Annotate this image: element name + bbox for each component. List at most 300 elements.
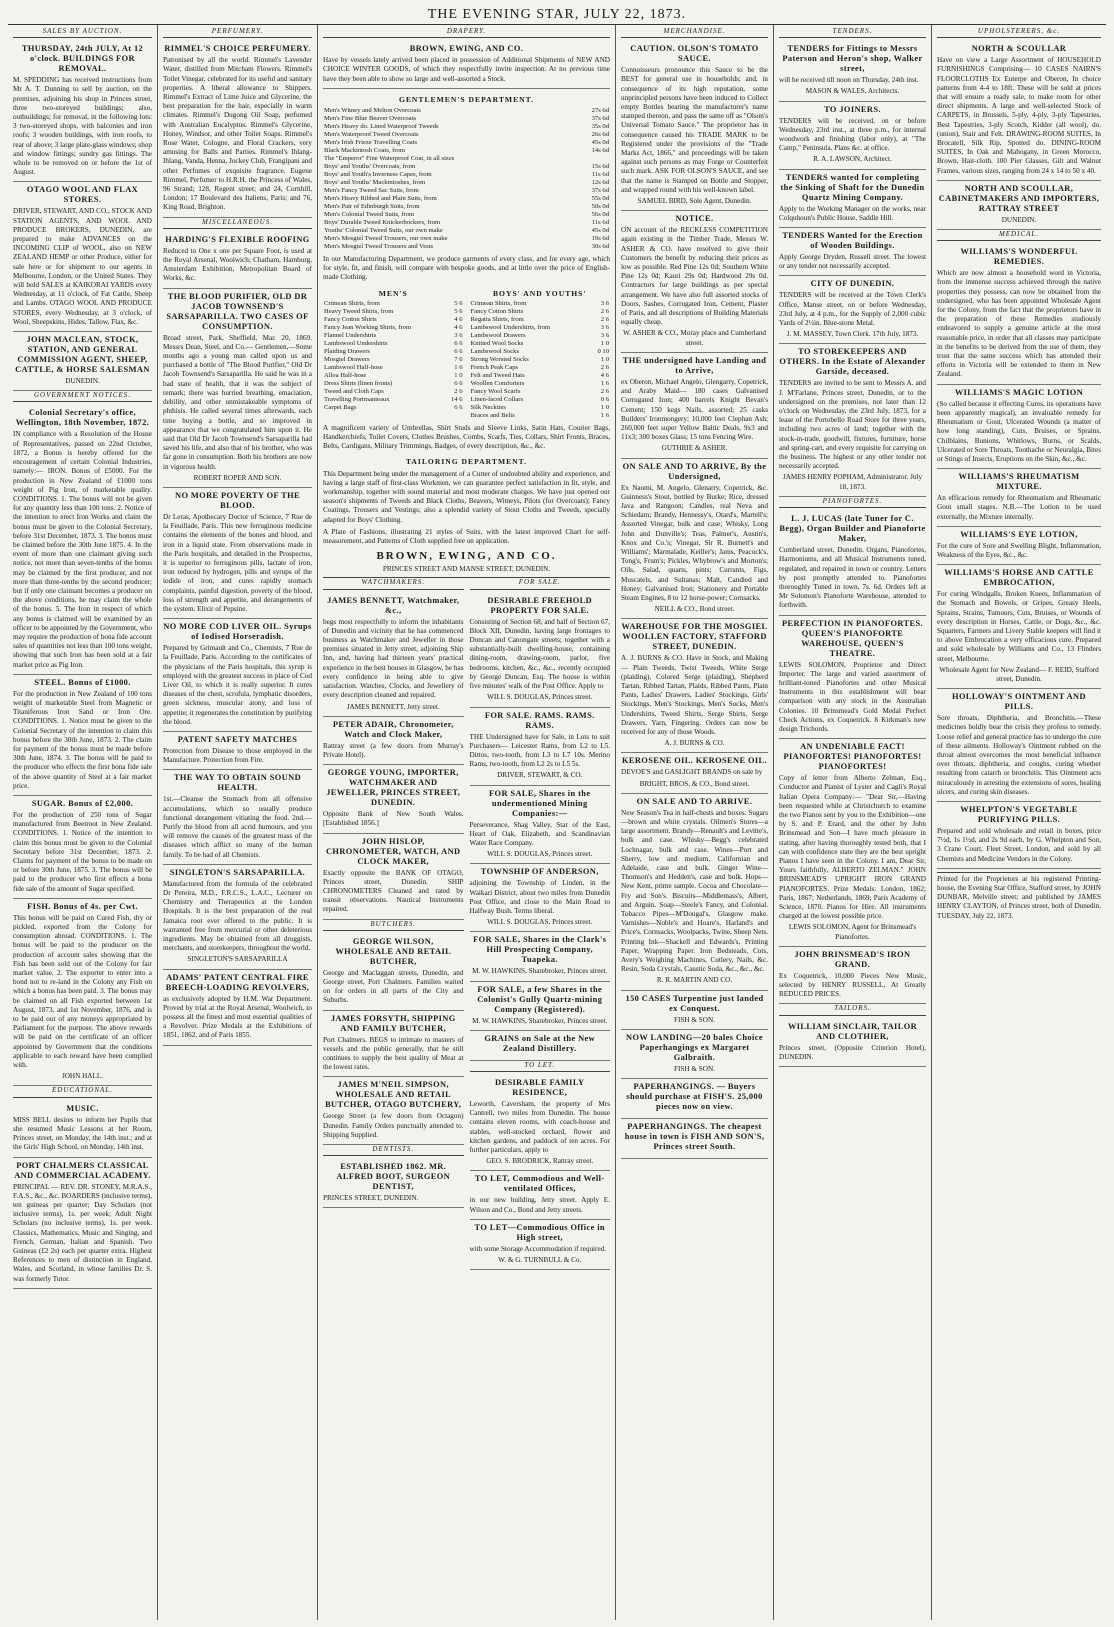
section-heading: PIANOFORTES. [779, 497, 926, 508]
advertisement [621, 1030, 768, 1079]
section-heading: DENTISTS. [323, 1145, 464, 1156]
ad-body: This bonus will be paid on Cured Fish, dry or pickled, exported from the Colony for consumption abroad. CONDITIONS. 1. The bonus will be paid to the producer on the production of account sales showing that the Fish has been sold out of the Colony for fair market value. 2. The exporter to enter into a bond not to re-land in the Colony any Fish on which a bonus has been paid. 3. The bonus may be claimed on all Fish exported between 1st August, 1873, and 1st November, 1876, and is to be paid out of any moneys appropriated by Parliament for the purpose. The above rewards will be paid on the certificate of an officer appointed by Government that the conditions applicable to each reward have been complied with. [13, 913, 152, 1070]
price-value: 4 6 [600, 371, 609, 379]
ad-body: Have on view a Large Assortment of HOUSEHOLD FURNISHINGS Comprising— 10 CASES NAIRN'S FLOORCLOTHS Ex Euterpe and Oberon, In choice patterns from 4-4 to 18ft. These will be sold at prices that will ensure a ready sale, to make room for other direct shipments. A large and well-selected Stock of CARPETS, in Brussels, 5-ply, 4-ply, 3-ply Tapestries, Best Tapestries, 3-ply Scotch, Kidder (all wool), do. (union), Stair and Felt. DRAWING-ROOM SUITES, In Brocatell, Silk Rip, Spotted do. DINING-ROOM SUITES, In Oak and Mahogany, in Green Morocco, Brown, Hair-cloth. 100 Pier Glasses, Gilt and Walnut Frames, various sizes, ranging from 24 x 14 to 50 x 40. [937, 56, 1101, 175]
ad-signature: WILL S. DOUGLAS, Princes street. [487, 693, 593, 702]
ad-signature: WILL S. DOUGLAS, Princes street. [487, 850, 593, 859]
ad-title: WILLIAMS'S WONDERFUL REMEDIES. [960, 247, 1078, 267]
ad-title: RIMMEL'S CHOICE PERFUMERY. [164, 44, 311, 54]
ad-body: Which are now almost a household word in Victoria, from the immense success achieved through the native properties they possess, can now be obtained from the undersigned, who has been appointed Wholesale Agent for the Colony, from the fact that the proprietors have in the preparation of these Remedies studiously endeavored to supply a genuine article at the most reasonable price, in order that all classes may participate in the benefits to be derived from the use of them, they trust that the same success which has attended their efforts in Victoria will be extended to them in New Zealand. [937, 269, 1101, 379]
advertisement [13, 182, 152, 332]
price-item: Fancy Cotton Shirts [324, 315, 377, 323]
ad-body: Prepared and sold wholesale and retail in boxes, price 7½d, 1s 1½d, and 2s 9d each, by G. Whelpton and Son, 3 Crane Court, Fleet Street, London, and sold by all Chemists and Medicine Vendors in the Colony. [937, 826, 1101, 863]
price-row [323, 243, 610, 251]
price-value: 12s 6d [591, 179, 609, 187]
ad-title: STEEL. Bonus of £1000. [34, 677, 131, 687]
price-row [470, 316, 611, 324]
advertisement [779, 276, 926, 344]
ad-title: OTAGO WOOL AND FLAX STORES. [26, 185, 139, 205]
advertisement [470, 982, 611, 1031]
ad-signature: A. J. BURNS & CO. [664, 739, 725, 748]
fashion-plate-text: A Plate of Fashions, illustrating 21 styles of Suits, with the latest improved Chart for self-measurement, and Patterns of Cloth supplied free on application. [323, 527, 610, 546]
advertisement [937, 469, 1101, 527]
ad-title: NOTICE. [675, 214, 714, 224]
price-row [470, 364, 611, 372]
ad-body: MISS BELL desires to inform her Pupils that she resumed Music Lessons at her Room, Princes street, on Monday, the 14th inst.; and at the Girls' High School, on Monday, 14th inst. [13, 1115, 152, 1152]
ad-title: PATENT SAFETY MATCHES [177, 734, 298, 744]
price-row [323, 211, 610, 219]
ad-body: For the cure of Sore and Swelling Blight, Inflammation, Weakness of the Eyes, &c., &c. [937, 541, 1101, 559]
price-item: Men's Irish Frieze Travelling Coats [324, 139, 418, 147]
advertisement [937, 689, 1101, 802]
price-value: 11s 6d [591, 219, 609, 227]
ad-title: THE undersigned have Landing and to Arrive, [622, 355, 767, 375]
price-value: 0 10 [597, 347, 609, 355]
ad-body: A. J. BURNS & CO. Have in Stock, and Making— Plain Tweeds, Twist Tweeds, White Serge (plaiding), Colored Serge (plaiding), Shepherd Tartan, Ribbed Tartan, Plaids, Ribbed Pants, Plain Pants, Ladies' Drawers, Ladies' Stockings, Girls' Stockings, Men's Stockings, Men's Socks, Men's Undershirts, Tweed Shirts, Serge Shirts, Serge Drawers, Yarn, Fingering. Orders can now be received for any of those Woods. [621, 654, 768, 736]
advertisement [323, 1159, 464, 1208]
ad-signature: DUNEDIN. [1001, 215, 1037, 224]
price-item: Plaiding Drawers [324, 347, 370, 355]
ad-title: WILLIAMS'S EYE LOTION, [960, 529, 1078, 539]
price-value: 5 6 [454, 307, 463, 315]
ad-list [779, 41, 926, 497]
ad-title: ON SALE AND TO ARRIVE, By the Undersigned, [622, 461, 767, 481]
tailoring-title: TAILORING DEPARTMENT. [405, 457, 528, 467]
price-value: 26s 6d [591, 131, 609, 139]
ad-list [937, 244, 1101, 869]
price-value: 2 6 [454, 387, 463, 395]
shirts-two-col [323, 287, 610, 420]
advertisement [779, 344, 926, 496]
price-item: Men's Waterproof Tweed Overcoats [324, 131, 419, 139]
drapery-subcolumn-left [323, 578, 464, 1270]
advertisement [163, 770, 312, 864]
ad-title: CITY OF DUNEDIN. [810, 279, 895, 289]
ad-body: George and Maclaggan streets, Dunedin, and George street, Port Chalmers. Families waited on for orders in all parts of the City and Suburbs. [323, 968, 464, 1005]
price-row [470, 356, 611, 364]
section-heading: TAILORS. [779, 1004, 926, 1015]
advertisement [621, 1079, 768, 1119]
ad-title: DESIRABLE FREEHOLD PROPERTY FOR SALE. [487, 595, 593, 615]
ad-list [323, 934, 464, 1145]
advertisement [470, 1171, 611, 1219]
price-value: 6 6 [454, 339, 463, 347]
advertisement [323, 717, 464, 765]
price-value: 35s 0d [591, 123, 609, 131]
advertisement [13, 41, 152, 182]
section-heading: MERCHANDISE. [621, 27, 768, 38]
advertisement [13, 675, 152, 796]
ad-title: ADAMS' PATENT CENTRAL FIRE BREECH-LOADING REVOLVERS, [165, 972, 310, 992]
ad-body: An efficacious remedy for Rheumatism and Rheumatic Gout small stages. N.B.—The Lotion to be used externally, the Mixture internally. [937, 494, 1101, 521]
ad-signature: M. W. HAWKINS, Sharebroker, Princes street. [472, 1016, 608, 1025]
ad-title: KEROSENE OIL. KEROSENE OIL. [621, 756, 768, 766]
price-row [470, 412, 611, 420]
ad-body: will be received till noon on Thursday, 24th inst. [779, 76, 919, 85]
price-item: Men's Fancy Tweed Sac Suits, from [324, 187, 419, 195]
price-row [470, 308, 611, 316]
price-item: Dress Shirts (linen fronts) [324, 379, 393, 387]
advertisement [323, 934, 464, 1011]
price-row [470, 324, 611, 332]
price-row [323, 364, 464, 372]
ad-body: Manufactured from the formula of the celebrated Dr Pereira, M.D., F.R.C.S., L.A.C., Lecturer on Chemistry and Therapeutics at the London Hospitals. It is the best preparation of the real Jamaica root ever offered to the public. It is warranted free from mercurial or other deleterious ingredients. May be obtained from all druggists, merchants, and storekeepers, throughout the world. [163, 879, 312, 953]
advertisement [779, 947, 926, 1005]
section-heading: WATCHMAKERS. [323, 578, 464, 589]
price-value: 2 6 [600, 315, 609, 323]
price-item: French Peak Caps [470, 363, 519, 371]
price-value: 4 6 [454, 323, 463, 331]
ad-signature: FISH & SON. [674, 1015, 715, 1024]
price-row [323, 340, 464, 348]
price-row [470, 396, 611, 404]
ad-body: Port Chalmers. BEGS to intimate to masters of vessels and the public generally, that he still continues to supply the best quality of Meat at the lowest rates. [323, 1035, 464, 1072]
advertisement [163, 232, 312, 289]
price-item: Crimean Shirts, from [470, 299, 527, 307]
advertisement [937, 41, 1101, 181]
advertisement [779, 739, 926, 947]
ad-title: PAPERHANGINGS. — Buyers should purchase at FISH'S. 25,000 pieces now on view. [626, 1082, 763, 1112]
ad-list [323, 593, 464, 920]
boys-list [470, 287, 611, 420]
ad-body: Connoisseurs pronounce this Sauce to be the BEST for general use in households; and, in consequence of its high reputation, some unprincipled persons have been induced to Collect empty Bottles bearing the manufacturer's name stamped thereon, and pass the same off as "Olson's Universal Tomato Sauce." The proprietor has in consequence caused his TRADE MARK to be Registered under the provisions of the "Trade Marks Act, 1866," and proceedings will be taken against such persons as may Forge or Counterfeit such mark. ASK FOR OLSON'S SAUCE, and see that the name is Stamped on Bottle and Stopper, and wrapped round with his well-known label. [621, 66, 768, 194]
price-row [470, 340, 611, 348]
ad-title: JOHN HISLOP, CHRONOMETER, WATCH, AND CLOCK MAKER, [325, 836, 461, 866]
ad-body: Patronised by all the world. Rimmel's Lavender Water, distilled from Mitcham Flowers. Rimmel's Toilet Vinegar, celebrated for its useful and sanitary properties. A liberal allowance to Shippers. Rimmel's Extract of Lime Juice and Glycerine, the best preparation for the hair, especially in warm climates. Rimmel's Dugong Oil Soap, perfumed with Australian Eucalyptus. Rimmel's Glycerine, Honey, Windsor, and other Toilet Soaps. Rimmel's Rose Water, Cologne, and Floral Crackers, very amusing for Balls and Parties. Rimmel's Ihlang-Ihlang, Vanda, Henna, Jockey Club, Frangipani and other Perfumes of exquisite fragrance. Eugene Rimmel, Perfumer to H.R.H. the Princess of Wales, 96 Strand; 128, Regent street; and 24, Cornhill, London; 17 Boulevard des Italiens, Paris; and 76, King Road, Brighton. [163, 56, 312, 212]
price-item: Men's Witney and Melton Overcoats [324, 107, 421, 115]
price-value: 6 6 [454, 403, 463, 411]
ad-title: HARDING'S FLEXIBLE ROOFING [165, 234, 310, 244]
section-heading: PERFUMERY. [163, 27, 312, 38]
advertisement [13, 796, 152, 899]
ad-title: TO STOREKEEPERS AND OTHERS. In the Estate of Alexander Garside, deceased. [779, 347, 926, 377]
ad-list [163, 232, 312, 1046]
ad-signature: GEO. S. BRODRICK, Rattray street. [486, 1157, 594, 1166]
ad-body: Protection from Disease to those employed in the Manufacture. Protection from Fire. [163, 746, 312, 765]
advertisement [323, 1077, 464, 1145]
ad-body: Prepared by Grimault and Co., Chemists, 7 Rue de la Feuillade, Paris. According to the certificates of the physicians of the Paris hospitals, this syrup is employed with the greatest success in place of Cod Liver Oil, to which it is really superior. It cures diseases of the chest, scrofula, lymphatic disorders, green sickness, muscular atony, and loss of appetite; it regenerates the constitution by purifying the blood. [163, 644, 312, 726]
ad-body: DEVOE'S and GASLIGHT BRANDS on sale by [621, 768, 763, 777]
ad-signature: NEILL & CO., Bond street. [654, 605, 735, 614]
price-row [323, 179, 610, 187]
ad-body: PRINCIPAL — REV. DR. STONEY, M.R.A.S., F.A.S., &c., &c. BOARDERS (inclusive terms), ten guineas per quarter; Day Scholars (not inclusive terms), 1s. per week; Adult Night Scholars (no inclusive terms), 1s. per week. Classics, Mathematics, Music and Singing, and French, German, Italian and Spanish. Two Guineas (£2 2s) each per quarter extra. Highest References to men of distinction in England, Wales, and Scotland, in whose families Dr. S. was formerly Tutor. [13, 1182, 152, 1283]
advertisement [621, 753, 768, 793]
price-row [323, 404, 464, 412]
advertisement [470, 932, 611, 981]
price-value: 37s 6d [591, 115, 609, 123]
price-row [323, 171, 610, 179]
masthead: THE EVENING STAR, JULY 22, 1873. [427, 7, 687, 22]
advertisement [323, 765, 464, 833]
advertisement [621, 1119, 768, 1159]
ad-body: ON account of the RECKLESS COMPETITION again existing in the Timber Trade, Messrs W. ASHER & CO. have resolved to give their Customers the benefit by reducing their prices as low as possible. Red Pine 12s 0d; Southern White Pine 12s 0d; Kauri 29s 0d; Hardwood 29s 0d. Contractors for large buildings as per special arrangement. We have also full assorted stocks of Doors, Sashes, Corrugated Iron, Cement, Plaster of Paris, and all descriptions of Building Materials equally cheap. [621, 226, 768, 327]
price-value: 2 6 [600, 363, 609, 371]
price-row [323, 396, 464, 404]
ad-title: TO LET, Commodious and Well-ventilated Offices, [474, 1174, 605, 1194]
price-item: Boys' and Youths' Mackintoshes, from [324, 179, 426, 187]
section-heading: EDUCATIONAL. [13, 1086, 152, 1097]
price-row [323, 380, 464, 388]
ad-signature: BRIGHT, BROS, & CO., Bond street. [639, 779, 750, 788]
price-value: 14s 6d [591, 147, 609, 155]
ad-body: Ex Naomi, M. Angelo, Glenarry, Copetrick, &c. Guinness's Stout, bottled by Burke; Rice, dressed Java and Rangoon; Candles, real Neva and Schiedam; Brandy, Hennessy's, Otard's, Martell's; Assorted Vinegar, bulk and case; Whisky, Long John and Dunville's; Teas, Palmer's, Austin's, Knox and Co.'s; Vinegar, Sir R. Burnett's and Williams'; Marmalade, Keiller's; Jams, Peacock's, Tong's, Frum's; Pickles, Whybrow's and Morton's; Oils, Salad, quarts, pints; Currants, Figs, Muscatels, and Sultanas; Malt, Candied and Honey; Galvanised Iron; Stationery and Portable Steam Engines, 8 to 12 horse-power; Cornsacks. [621, 483, 768, 602]
price-row [323, 187, 610, 195]
price-item: Boys' and Youth's Inverness Capes, from [324, 171, 432, 179]
advertisement [937, 527, 1101, 565]
advertisement [621, 459, 768, 620]
ad-title: WILLIAM SINCLAIR, TAILOR AND CLOTHIER, [787, 1021, 918, 1041]
column-merchandise [616, 25, 774, 1620]
price-value: 45s 0d [591, 139, 609, 147]
ad-body: TENDERS are invited to be sent to Messrs A. and J. M'Farlane, Princes street, Dunedin, or to the undersigned on the premises, not later than 12 o'clock on Wednesday, the 23rd July, 1873, for a lease of the Portobello Road Store for three years, including two acres of land; together with the stock-in-trade, goodwill, fixtures, furniture, horse and spring-cart, and every requisite for carrying on the business. The highest or any other tender not necessarily accepted. [779, 379, 926, 471]
section-heading: GOVERNMENT NOTICES. [13, 391, 152, 402]
advertisement [937, 181, 1101, 230]
ad-body: George Street (a few doors from Octagon) Dunedin. Family Orders punctually attended to. Shipping Supplied. [323, 1112, 464, 1139]
ad-signature: DRIVER, STEWART, & CO. [497, 771, 583, 780]
ad-signature: DUNEDIN. [65, 377, 100, 386]
price-item: Black Mackintosh Coats, from [324, 147, 405, 155]
ad-title: NO MORE POVERTY OF THE BLOOD. [175, 490, 300, 510]
ad-signature: M. W. HAWKINS, Sharebroker, Princes street. [472, 967, 608, 976]
ad-title: PORT CHALMERS CLASSICAL AND COMMERCIAL ACADEMY. [14, 1160, 151, 1180]
ad-title: JAMES M'NEIL SIMPSON, WHOLESALE AND RETAIL BUTCHER, OTAGO BUTCHERY, [325, 1080, 462, 1110]
ad-title: WILLIAMS'S HORSE AND CATTLE EMBROCATION, [944, 568, 1094, 588]
ad-title: CAUTION. OLSON'S TOMATO SAUCE. [630, 44, 759, 64]
price-row [323, 155, 610, 163]
ad-list [621, 41, 768, 1159]
ad-list [937, 41, 1101, 230]
price-row [470, 348, 611, 356]
mens-list [323, 287, 464, 420]
ad-signature: W. & G. TURNBULL & Co. [498, 1255, 582, 1264]
price-item: Knitted Wool Socks [470, 339, 524, 347]
ad-title: WHELPTON'S VEGETABLE PURIFYING PILLS. [960, 804, 1078, 824]
advertisement [163, 865, 312, 970]
advertisement [470, 864, 611, 932]
price-row [323, 356, 464, 364]
ad-title: NO MORE COD LIVER OIL. Syrups of Iodised Horseradish. [163, 622, 312, 642]
price-item: Men's Fine Blue Beaver Overcoats [324, 115, 417, 123]
advertisement [779, 1019, 926, 1067]
price-item: Men's Mosgiel Tweed Trousers and Vests [324, 243, 434, 251]
price-row [323, 139, 610, 147]
ad-title: THE BLOOD PURIFIER, OLD DR JACOB TOWNSEND'S SARSAPARILLA. TWO CASES OF CONSUMPTION. [166, 291, 309, 331]
ad-title: SUGAR. Bonus of £2,000. [31, 799, 134, 808]
ad-title: TO JOINERS. [824, 104, 881, 114]
ad-title: ON SALE AND TO ARRIVE. [636, 796, 753, 806]
ad-signature: J. M. MASSEY, Town Clerk. 17th July, 1873. [786, 330, 919, 339]
price-item: Mosgiel Drawers [324, 355, 370, 363]
ad-body: Reduced to One x one per Square Foot, is used at the Royal Arsenal, Woolwich; Chatham, Hamburg, Amsterdam Exhibition, Metropolitan Board of Works, &c. [163, 246, 312, 283]
price-item: Linen-faced Collars [470, 395, 524, 403]
ad-title: WAREHOUSE FOR THE MOSGIEL WOOLLEN FACTORY, STAFFORD STREET, DUNEDIN. [621, 622, 768, 652]
ad-signature: JAMES BENNETT, Jetty street. [346, 702, 440, 711]
ad-title: JOHN BRINSMEAD'S IRON GRAND. [794, 949, 911, 969]
ad-title: WILLIAMS'S RHEUMATISM MIXTURE. [958, 472, 1080, 492]
price-value: 27s 6d [591, 107, 609, 115]
price-row [470, 404, 611, 412]
ad-body: For curing Windgalls, Broken Knees, Inflammation of the Stomach and Bowels, or Gripes, Greasy Heels, Sprains, Strains, Tumours, Cuts, Bruises, or Wounds of every description in Horses, Cattle, or Dogs, &c., &c. Squatters, Farmers and Livery Stable keepers will find it to above Embrocation a very efficacious cure. Prepared and sold wholesale by Williams and Co., 13 Flinders street, Melbourne. [937, 590, 1101, 663]
advertisement [323, 593, 464, 717]
ad-title: TENDERS Wanted for the Erection of Wooden Buildings. [782, 231, 923, 251]
ad-body: PRINCES STREET, DUNEDIN. [323, 1194, 419, 1203]
ad-title: THURSDAY, 24th JULY, At 12 o'clock. BUILDINGS FOR REMOVAL. [21, 44, 144, 74]
price-value: 1 0 [454, 371, 463, 379]
brown-ewing-address: PRINCES STREET AND MANSE STREET, DUNEDIN. [323, 565, 610, 578]
price-item: Strong Worsted Socks [470, 355, 529, 363]
price-row [323, 316, 464, 324]
advertisement [470, 1075, 611, 1171]
price-item: Men's Colonial Tweed Suits, from [324, 211, 415, 219]
price-value: 14 6 [450, 395, 463, 403]
price-item: Regatta Shirts, from [470, 315, 524, 323]
ad-signature: SINGLETON'S SARSAPARILLA [187, 955, 288, 964]
ad-title: PETER ADAIR, Chronometer, Watch and Clock Maker, [332, 719, 454, 739]
price-item: Lambswool Drawers [470, 331, 526, 339]
price-item: Felt and Tweed Hats [470, 371, 525, 379]
price-value: 56s 0d [591, 211, 609, 219]
section-heading: SALES BY AUCTION. [13, 27, 152, 38]
ad-body: Sore throats, Diphtheria, and Bronchitis.—These medicines boldly bear the crisis they profess to remedy. Loose relief and general practice has to undergo the cure of these ailments. Holloway's Ointment rubbed on the throat almost overcomes the most beneficial influence over throats, diphtheria, and coughs, curing whether resulting from catarrh or bronchitis. This Ointment acts miraculously in arresting the extensions of sores, healing ulcers, and curing skin diseases. [937, 714, 1101, 796]
price-value: 5 6 [454, 299, 463, 307]
advertisement [163, 732, 312, 770]
ad-title: ESTABLISHED 1862. MR. ALFRED BOOT, SURGEON DENTIST, [336, 1162, 451, 1192]
ad-list [779, 1019, 926, 1067]
ad-title: TO LET—Commodious Office in High street, [474, 1222, 605, 1242]
column-tenders [774, 25, 932, 1620]
ad-body: Copy of letter from Alberto Zelman, Esq., Conductor and Pianist of Lyster and Cagli's Royal Italian Opera Company:— "Dear Sir,—Having been requested while at Christchurch to examine the two Pianos sent by you to the Exhibition—one by S. and P. Erard, and the other by John Brinsmead and Son—I have much pleasure in stating, after having thoroughly tested both, that I can with confidence state they are the best upright Pianos I have seen in the Colony. I am, Dear Sir, Yours faithfully, ALBERTO ZELMAN." JOHN BRINSMEAD'S UPRIGHT IRON GRAND PIANOFORTES. Prize Medals: London, 1862; Paris, 1867; Netherlands, 1869; Paris Academy of Science, 1870. Pianos for Hire. All instruments charged at the lowest possible price. [779, 774, 926, 921]
ad-signature: R. A. LAWSON, Architect. [813, 155, 892, 164]
advertisement [621, 794, 768, 991]
ad-body: adjoining the Township of Linden, in the Waikari District, about two miles from Dunedin Post Office, and close to the Main Road to Halfway Bush. Terms liberal. [469, 879, 610, 915]
drapery-subcolumn-right [470, 578, 611, 1270]
ad-title: JOHN MACLEAN, STOCK, STATION, AND GENERAL COMMISSION AGENT, SHEEP, CATTLE, & HORSE SALESMAN [15, 335, 150, 375]
price-value: 7 6 [454, 355, 463, 363]
ad-body: Have by vessels lately arrived been placed in possession of Additional Shipments of NEW AND CHOICE WINTER GOODS, of which they respectfully invite inspection. At no previous time have they been able to show so large and well-assorted a Stock. [323, 56, 610, 83]
advertisement [937, 385, 1101, 469]
price-row [323, 348, 464, 356]
ad-body: 1st.—Cleanse the Stomach from all offensive accumulations, which so usually produce functional derangement vitiating the food. 2nd.—Purify the blood from all acrid humours, and you will remove the causes of the greatest mass of the diseases which afflict so many of the human family. To be had of all Chemists. [163, 795, 312, 859]
price-row [323, 227, 610, 235]
ad-title: GEORGE WILSON, WHOLESALE AND RETAIL BUTCHER, [335, 936, 452, 966]
advertisement [779, 228, 926, 276]
ad-title: PAPERHANGINGS. The cheapest house in town is FISH AND SON'S, Princes street South. [624, 1122, 765, 1152]
price-item: Lambswool Undershirts [324, 339, 388, 347]
price-value: 2 6 [600, 307, 609, 315]
price-value: 50s 0d [591, 203, 609, 211]
price-item: Lambswool Half-hose [324, 363, 383, 371]
ad-body: (So called because it effecting Cures, its operations have been apparently magical), an invaluable remedy for Rheumatism or Gout, Ulcerated Wounds (a matter of how long standing), Cuts, Bruises, or Sprains, Chilblains, Bunions, Whitlows, Burns, or Scalds, Ulcerated or Sore Throats, Toothache or Neuralgia, Bites or Stings of Insects, Eruptions on the Skin, &c., &c. [937, 399, 1101, 463]
ad-body: TENDERS will be received, on or before Wednesday, 23rd inst., at three p.m., for internal woodwork and finishing (labor only), at "The Camp," Peninsula. Plans &c. at office. [779, 116, 926, 153]
ad-signature: JOHN HALL. [61, 1072, 104, 1081]
ad-title: NORTH & SCOULLAR [971, 44, 1067, 54]
ad-body: TENDERS will be received at the Town Clerk's Office, Manse street, on or before Wednesday, 23rd July, at 4 p.m., for the Supply of 2,000 cubic Yards of 2½in. Blue-stone Metal. [779, 291, 926, 328]
ad-body: begs most respectfully to inform the inhabitants of Dunedin and vicinity that he has commenced business as Watchmaker and Jeweller in those premises situated in Jetty street, adjoining Ship Inn, and, having had thirteen years' practical experience in the best houses in Glasgow, he has every confidence in being able to give satisfaction. Watches, Clocks, and Jewellery of every description cleaned and repaired. [323, 617, 464, 700]
price-item: Travelling Portmanteaux [324, 395, 390, 403]
ad-list [470, 1075, 611, 1270]
ad-signature: Wholesale Agent for New Zealand— F. REID, Stafford street, Dunedin. [939, 665, 1099, 683]
price-item: Silk Neckties [470, 403, 506, 411]
price-item: Boys' and Youths' Overcoats, from [324, 163, 416, 171]
price-value: 3 6 [600, 331, 609, 339]
ad-title: DESIRABLE FAMILY RESIDENCE, [495, 1077, 585, 1097]
section-heading: TO LET. [470, 1061, 611, 1072]
advertisement [779, 102, 926, 170]
boys-title: BOYS' AND YOUTHS' [492, 288, 587, 298]
price-item: Crimean Shirts, from [324, 299, 380, 307]
ad-title: MUSIC. [66, 1103, 99, 1113]
price-value: 1 6 [600, 379, 609, 387]
ad-body: ex Oberon, Michael Angelo, Glengarry, Copetrick, and Araby Maid— 180 cases Galvanised Corrugated Iron; 400 barrels Knight Bevan's Cement; 150 kegs Nails, assorted; 25 casks Builders' Ironmongery; 10,000 feet Clephan Ash; 260,000 feet super Yellow Baltic Deals, 9x3 and 11x3; 300 boxes Glass; 15 tons Fencing Wire. [621, 377, 768, 442]
price-item: Fancy Jean Working Shirts, from [324, 323, 412, 331]
price-row [323, 203, 610, 211]
ad-body: New Season's Tea in half-chests and boxes. Sugars—brown and white crystals. Oilmen's Stores—a large assortment. Brandy—Renault's and Levitte's, bulk and case. Whisky—Begg's celebrated Lochnagar, bulk and case. Wines—Port and Sherry, low and medium, Californian and Adelaide, case and bulk. Ginger Wine—Thomson's and Hedden's, case and bulk. Hops—New Kent, prime sample. Cocoa and Chocolate—Fry and Son's. Biscuits—Middlemass's, Albert, and Arguin. Soap—Steele's Fancy, and Colonial. Tobacco Pipes—M'Dougal's, Glasgow make. Varnishes—Noble's and Hoare's, Harland's and Price's. Cornsacks, Woolpacks, Twine, Sheep Nets. Printing Ink—Shackell and Edwards's, Printing Paper, Wrapping Paper. Iron Bedsteads, Cots, Avery's Weighing Machines, Cutlery, Nails, &c. Resin, Soda Crystals, Caustic Soda, &c., &c., &c. [621, 808, 768, 974]
ad-list [323, 41, 610, 89]
price-item: Fancy Cotton Shirts [470, 307, 524, 315]
ad-title: L. J. LUCAS (late Tuner for C. Begg), Organ Builder and Pianoforte Maker, [779, 514, 926, 544]
ad-body: For the production in New Zealand of 100 tons weight of marketable Steel from Magnetic or Titaniferous Iron Sand or Iron Ore. CONDITIONS. 1. Notice must be given to the Colonial Secretary of the intention to claim this bonus before the 30th June, 1873. 2. The claim for payment of the bonus must be made before 30th June, 1874. 3. The bonus will be paid to the producer who effects the first bona fide sale of the above quantity of Steel at a fair market price. [13, 689, 152, 790]
ad-signature: GUTHRIE & ASHER. [661, 444, 728, 453]
ad-signature: R. R. MARTIN AND CO. [656, 976, 733, 985]
ad-title: FISH. Bonus of 4s. per Cwt. [27, 901, 138, 911]
advertisement [621, 353, 768, 459]
ad-title: WILLIAMS'S MAGIC LOTION [954, 387, 1084, 397]
price-row [323, 123, 610, 131]
ad-body: LEWIS SOLOMON, Proprietor and Direct Importer. The large and varied assortment of brilliant-toned Pianofortes and other Musical Instruments in this establishment will bear comparison with any stock in the Australian Colonies. 10 Brinsmead's Gold Medal Perfect Check Actions, ex Coquetrick. 8 Kirkman's new design Trichords. [779, 660, 926, 733]
price-value: 37s 6d [591, 187, 609, 195]
ad-signature: JAMES HENRY POPHAM, Administrator. July 18, 1873. [782, 473, 923, 491]
advertisement [621, 991, 768, 1030]
price-item: Alloa Half-hose [324, 371, 367, 379]
mens-price-table [323, 300, 464, 412]
price-item: Braces and Belts [470, 411, 515, 419]
ad-list [13, 1101, 152, 1289]
ad-title: JAMES BENNETT, Watchmaker, &c., [327, 595, 460, 615]
mens-title: MEN'S [378, 288, 408, 298]
tailoring-text: This Department being under the management of a Cutter of undoubted ability and experience, and having a large staff of first-class Workmen, we can guarantee perfect satisfaction in fit, style, and workmanship, together with sound material and most moderate charges. We have just opened our season's shipments of Tweeds and Black Cloths, Beavers, Witneys, Pilots (for Overcoats); Fancy Coatings, Trousers and Vestings; also a splendid variety of Stout Cloths and Tweeds, specially adapted for Boys' Clothing. [323, 469, 610, 524]
price-value: 2 6 [600, 387, 609, 395]
price-row [323, 300, 464, 308]
ad-title: JAMES FORSYTH, SHIPPING AND FAMILY BUTCHER, [330, 1013, 456, 1033]
advertisement [779, 170, 926, 228]
price-item: Lambswool Socks [470, 347, 520, 355]
advertisement [13, 1158, 152, 1289]
price-item: Men's Mosgiel Tweed Trousers, our own make [324, 235, 448, 243]
ad-title: PERFECTION IN PIANOFORTES. QUEEN'S PIANOFORTE WAREHOUSE, QUEEN'S THEATRE. [781, 618, 924, 658]
price-item: Fancy Wool Scarfs [470, 387, 521, 395]
ad-title: GRAINS on Sale at the New Zealand Distillery. [484, 1033, 596, 1053]
price-row [323, 308, 464, 316]
price-value: 11s 6d [591, 171, 609, 179]
ad-signature: W. ASHER & CO., Moray place and Cumberland street. [622, 329, 767, 347]
price-row [470, 332, 611, 340]
ad-title: FOR SALE. RAMS. RAMS. RAMS. [484, 710, 595, 730]
advertisement [163, 41, 312, 217]
ad-title: TENDERS wanted for completing the Sinking of Shaft for the Dunedin Quartz Mining Company. [780, 172, 925, 202]
price-row [470, 388, 611, 396]
advertisement [470, 786, 611, 865]
gentlemens-department-title: GENTLEMEN'S DEPARTMENT. [398, 94, 535, 104]
ad-title: TOWNSHIP OF ANDERSON, [480, 867, 599, 877]
drapery-subcolumns [323, 578, 610, 1270]
price-item: Boys' Durable Tweed Knickerbockers, from [324, 219, 441, 227]
price-value: 30s 6d [591, 243, 609, 251]
advertisement [779, 616, 926, 740]
price-item: Tweed and Cloth Caps [324, 387, 384, 395]
price-value: 55s 0d [591, 195, 609, 203]
ad-body: THE Undersigned have for Sale, in Lots to suit Purchasers— Leicester Rams, from L2 to L5. Dittos, two-tooth, from L3 to L7 10s. Merino Rams, two-tooth, from L2 2s to L5 5s. [469, 732, 610, 769]
price-row [323, 131, 610, 139]
